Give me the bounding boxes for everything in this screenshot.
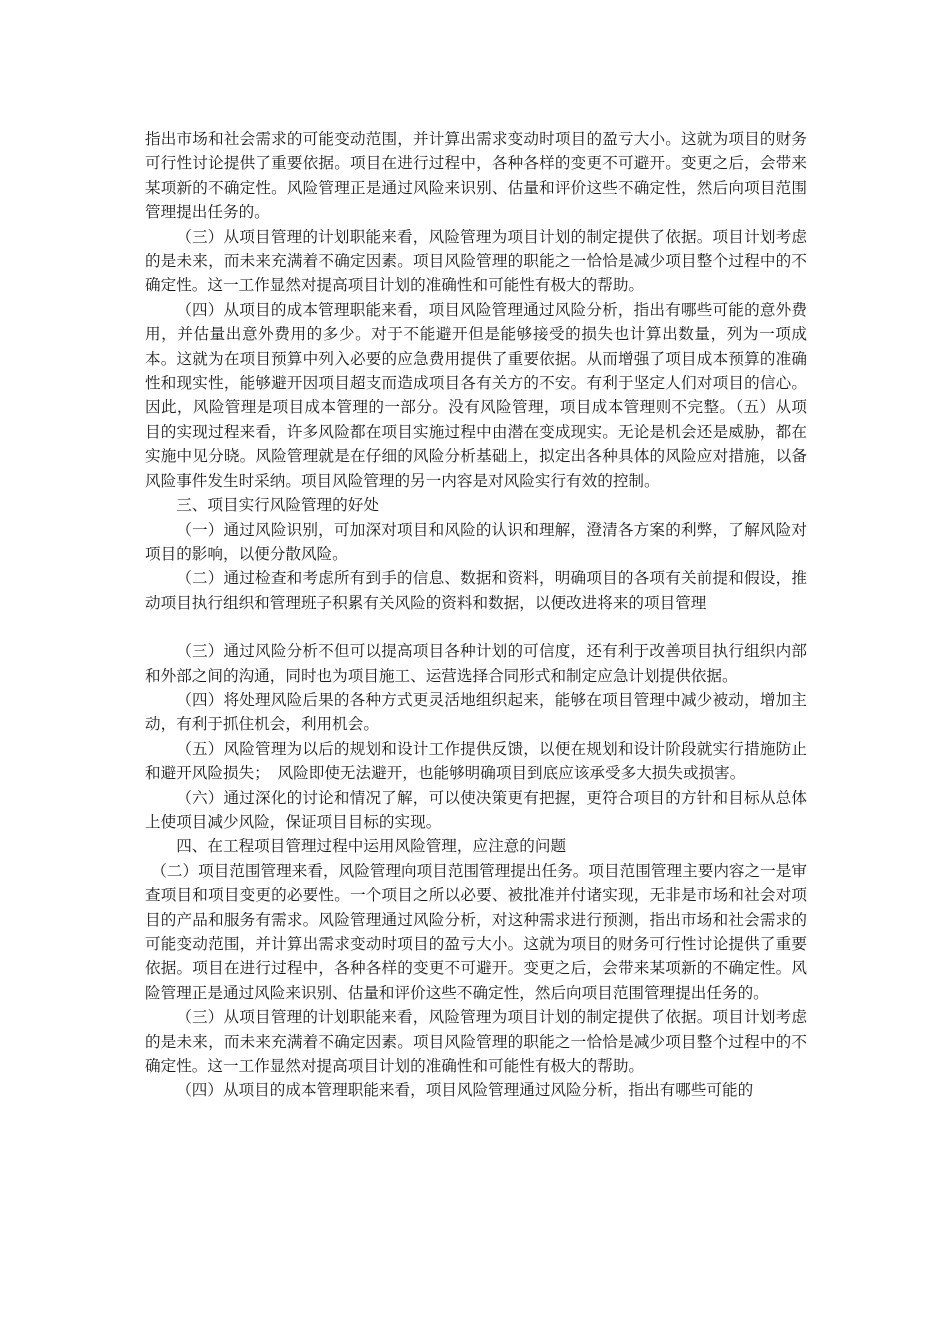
paragraph-benefit-3: （三）通过风险分析不但可以提高项目各种计划的可信度，还有利于改善项目执行组织内部和外部之间的沟通，同时也为项目施工、运营选择合同形式和制定应急计划提供依据。	[145, 642, 807, 685]
paragraph-benefit-4: （四）将处理风险后果的各种方式更灵活地组织起来，能够在项目管理中减少被动，增加主动，有利于抓住机会，利用机会。	[145, 690, 807, 734]
paragraph-benefit-2: （二）通过检查和考虑所有到手的信息、数据和资料，明确项目的各项有关前提和假设，推动项目执行组织和管理班子积累有关风险的资料和数据，以便改进将来的项目管理	[145, 569, 807, 612]
paragraph-continuation: 指出市场和社会需求的可能变动范围，并计算出需求变动时项目的盈亏大小。这就为项目的财务可行性讨论提供了重要依据。项目在进行过程中，各种各样的变更不可避开。变更之后，会带来某项新的不确定性。风险管理正是通过风险来识别、估量和评价这些不确定性，然后向项目范围管理提出任务的。	[145, 130, 807, 222]
section-heading-issues: 四、在工程项目管理过程中运用风险管理，应注意的问题	[176, 837, 567, 856]
paragraph-cost: （四）从项目的成本管理职能来看，项目风险管理通过风险分析，指出有哪些可能的意外费用，并估量出意外费用的多少。对于不能避开但是能够接受的损失也计算出数量，列为一项成本。这就为在项目预算中列入必要的应急费用提供了重要依据。从而增强了项目成本预算的准确性和现实性，能够避开因项目超支而造成项目各有关方的不安。有利于坚定人们对项目的信心。因此，风险管理是项目成本管理的一部分。没有风险管理，项目成本管理则不完整。（五）从项目的实现过程来看，许多风险都在项目实施过程中由潜在变成现实。无论是机会还是威胁，都在实施中见分晓。风险管理就是在仔细的风险分析基础上，拟定出各种具体的风险应对措施，以备风险事件发生时采纳。项目风险管理的另一内容是对风险实行有效的控制。	[145, 300, 807, 490]
paragraph-benefit-1: （一）通过风险识别，可加深对项目和风险的认识和理解，澄清各方案的利弊，了解风险对项目的影响，以便分散风险。	[145, 520, 807, 563]
paragraph-benefit-5: （五）风险管理为以后的规划和设计工作提供反馈，以便在规划和设计阶段就实行措施防止和避开风险损失； 风险即使无法避开，也能够明确项目到底应该承受多大损失或损害。	[145, 739, 807, 783]
paragraph-scope: （二）项目范围管理来看，风险管理向项目范围管理提出任务。项目范围管理主要内容之一是审查项目和项目变更的必要性。一个项目之所以必要、被批准并付诸实现，无非是市场和社会对项目的产品和服务有需求。风险管理通过风险分析，对这种需求进行预测，指出市场和社会需求的可能变动范围，并计算出需求变动时项目的盈亏大小。这就为项目的财务可行性讨论提供了重要依据。项目在进行过程中，各种各样的变更不可避开。变更之后，会带来某项新的不确定性。风险管理正是通过风险来识别、估量和评价这些不确定性，然后向项目范围管理提出任务的。	[145, 861, 807, 1002]
blank-line	[145, 615, 807, 639]
paragraph-planning: （三）从项目管理的计划职能来看，风险管理为项目计划的制定提供了依据。项目计划考虑的是未来，而未来充满着不确定因素。项目风险管理的职能之一恰恰是减少项目整个过程中的不确定性。这一工作显然对提高项目计划的准确性和可能性有极大的帮助。	[145, 227, 807, 295]
paragraph-cost-repeat: （四）从项目的成本管理职能来看，项目风险管理通过风险分析，指出有哪些可能的	[176, 1081, 754, 1100]
section-heading-benefits: 三、项目实行风险管理的好处	[176, 496, 379, 515]
paragraph-benefit-6: （六）通过深化的讨论和情况了解，可以使决策更有把握，更符合项目的方针和目标从总体上使项目减少风险，保证项目目标的实现。	[145, 788, 807, 831]
document-page	[145, 127, 807, 1103]
paragraph-planning-repeat: （三）从项目管理的计划职能来看，风险管理为项目计划的制定提供了依据。项目计划考虑的是未来，而未来充满着不确定因素。项目风险管理的职能之一恰恰是减少项目整个过程中的不确定性。这一工作显然对提高项目计划的准确性和可能性有极大的帮助。	[145, 1008, 807, 1076]
